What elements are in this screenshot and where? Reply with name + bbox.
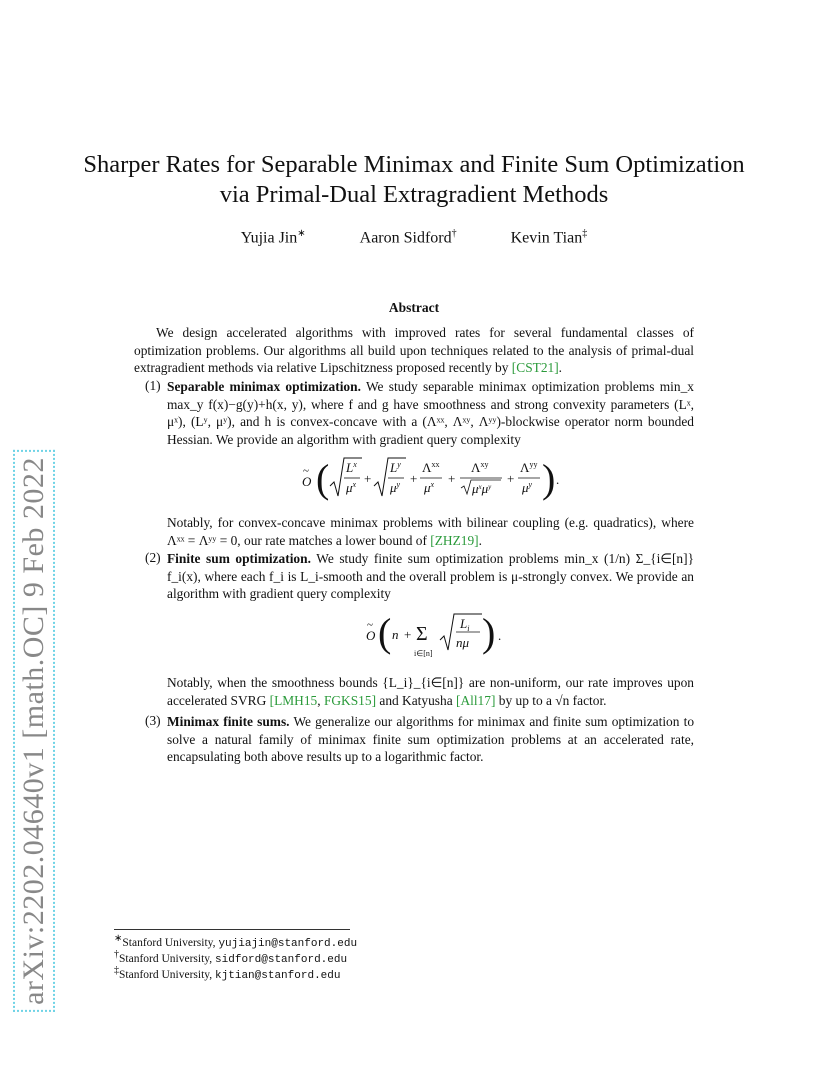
author: Yujia Jin∗ xyxy=(240,228,306,247)
email-address[interactable]: yujiajin@stanford.edu xyxy=(218,937,358,950)
svg-text:n: n xyxy=(392,627,399,642)
footnote-rule xyxy=(114,929,350,930)
svg-text:μxμy: $\mu^x\mu^y$ xyxy=(472,481,492,496)
svg-text:μx: $\mu^x$ xyxy=(346,480,357,495)
svg-text:): ) xyxy=(542,456,556,501)
footnote: ‡Stanford University, kjtian@stanford.edu xyxy=(114,965,341,982)
item-2-note: Notably, when the smoothness bounds {L_i}_{i∈[n]} are non-uniform, our rate improves upon accelerated SVRG [LMH15, FGKS15] and Katyusha [All17] by up to a √n factor. xyxy=(167,675,694,708)
svg-text:Ly: $L^y$ xyxy=(390,460,401,475)
complexity-equation-2 xyxy=(364,606,514,666)
footnote: ∗Stanford University, yujiajin@stanford.edu xyxy=(114,933,358,950)
svg-text:.: . xyxy=(498,628,502,643)
svg-text:O: O xyxy=(302,474,312,489)
abstract-heading: Abstract xyxy=(388,300,440,315)
item-title: Minimax finite sums. xyxy=(167,714,290,729)
author-list xyxy=(0,228,828,247)
svg-text:~: ~ xyxy=(367,619,373,631)
complexity-equation-1 xyxy=(300,450,580,510)
title-line-2: via Primal-Dual Extragradient Methods xyxy=(219,181,609,208)
email-address[interactable]: sidford@stanford.edu xyxy=(215,953,348,966)
citation-link[interactable]: [LMH15 xyxy=(269,692,318,708)
abstract-intro: We design accelerated algorithms with improved rates for several fundamental classes of optimization problems. Our algorithms all build upon techniques related to the analysis of primal-dual extragradient methods via relative Lipschitzness proposed recently by [CST21]. xyxy=(134,325,694,375)
svg-text:Λyy: $\Lambda^{yy}$ xyxy=(520,460,538,475)
author: Kevin Tian‡ xyxy=(510,228,588,247)
svg-text:~: ~ xyxy=(303,465,309,477)
paper-title xyxy=(0,150,828,210)
svg-text:(: ( xyxy=(316,456,330,501)
svg-text:Σ: Σ xyxy=(416,623,428,645)
svg-text:μx: $\mu^x$ xyxy=(424,480,435,495)
item-minimax-finite-sums: Minimax finite sums. We generalize our algorithms for minimax and finite sum optimization to solve a natural family of minimax finite sum optimization problems at an accelerated rate, encapsulating both above results up to a logarithmic factor. xyxy=(167,714,695,764)
item-title: Finite sum optimization. xyxy=(167,551,311,566)
title-line-1: Sharper Rates for Separable Minimax and Finite Sum Optimization xyxy=(83,151,745,178)
svg-text:): ) xyxy=(482,610,496,655)
citation-link[interactable]: [ZHZ19] xyxy=(430,532,479,548)
citation-link[interactable]: FGKS15] xyxy=(323,692,377,708)
item-1-note: Notably, for convex-concave minimax problems with bilinear coupling (e.g. quadratics), where Λˣˣ = Λʸʸ = 0, our rate matches a lower bound of [ZHZ19]. xyxy=(167,515,694,548)
svg-text:+: + xyxy=(507,471,515,486)
svg-text:+: + xyxy=(364,471,372,486)
item-title: Separable minimax optimization. xyxy=(167,379,361,394)
svg-text:Λxx: $\Lambda^{xx}$ xyxy=(422,460,440,475)
item-number: (3) xyxy=(145,713,161,728)
item-number: (1) xyxy=(145,378,161,393)
svg-text:Λxy: $\Lambda^{xy}$ xyxy=(471,460,489,475)
item-number: (2) xyxy=(145,550,161,565)
author: Aaron Sidford† xyxy=(359,228,457,247)
svg-text:i∈[n]: i∈[n] xyxy=(414,649,433,658)
svg-text:(: ( xyxy=(378,610,392,655)
svg-text:Li: $L_i$ xyxy=(460,616,470,633)
arxiv-identifier[interactable]: arXiv:2202.04640v1 [math.OC] 9 Feb 2022 xyxy=(17,457,50,1005)
svg-text:μy: $\mu^y$ xyxy=(390,480,401,495)
svg-text:+: + xyxy=(410,471,418,486)
email-address[interactable]: kjtian@stanford.edu xyxy=(215,969,341,982)
svg-text:Lx: $L^x$ xyxy=(346,460,357,475)
svg-text:+: + xyxy=(404,627,412,642)
svg-text:+: + xyxy=(448,471,456,486)
citation-link[interactable]: [CST21] xyxy=(511,360,559,375)
svg-text:O: O xyxy=(366,628,376,643)
svg-text:μy: $\mu^y$ xyxy=(522,480,533,495)
svg-text:nμ: nμ xyxy=(456,635,470,650)
svg-text:.: . xyxy=(556,472,560,487)
item-finite-sum: Finite sum optimization. We study finite sum optimization problems min_x (1/n) Σ_{i∈[n]} f_i(x), where each f_i is L_i-smooth and the overall problem is μ-strongly convex. We provide an algorithm with gradient query complexity xyxy=(167,551,694,601)
footnote: †Stanford University, sidford@stanford.edu xyxy=(114,949,348,966)
citation-link[interactable]: [All17] xyxy=(455,692,496,708)
item-separable-minimax: Separable minimax optimization. We study separable minimax optimization problems min_x max_y f(x)−g(y)+h(x, y), where f and g have smoothness and strong convexity parameters (Lˣ, μˣ), (Lʸ, μʸ), and h is convex-concave with a (Λˣˣ, Λˣʸ, Λʸʸ)-blockwise operator norm bounded Hessian. We provide an algorithm with gradient query complexity xyxy=(167,379,694,447)
